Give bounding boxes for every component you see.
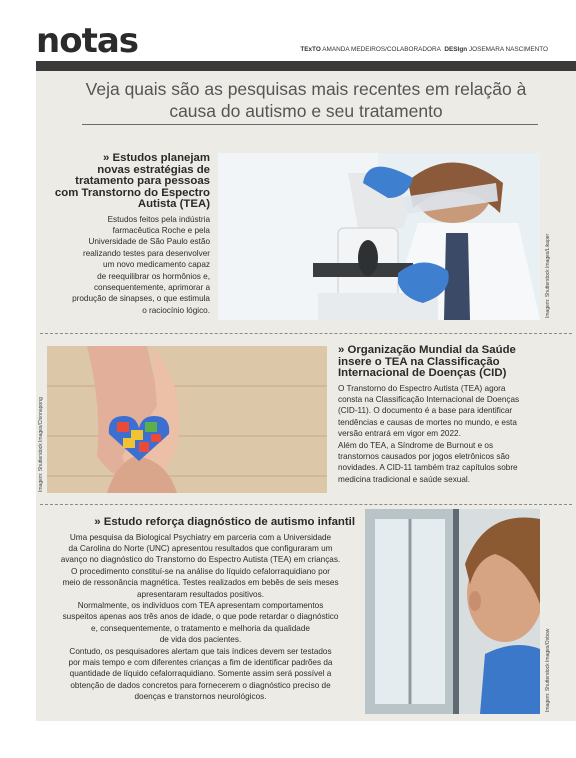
title-line: com Transtorno do Espectro — [54, 186, 210, 199]
text-credit-label: TExTO — [300, 46, 321, 53]
design-credit-author: JOSEMARA NASCIMENTO — [468, 46, 548, 53]
title-line: » Estudos planejam — [103, 152, 210, 164]
body-line: e, consequentemente, o tratamento e melhoria da qualidade — [91, 623, 310, 633]
body-line: quantidade de líquido cefalorraquidiano. Somente assim será possível a — [69, 669, 332, 679]
body-line: suspeitos apenas aos três anos de idade, o que pode retardar o diagnóstico — [62, 612, 339, 622]
body-line: (CID-11). O documento é a base para identificar — [338, 406, 513, 416]
body-line: farmacêutica Roche e pela — [112, 225, 210, 235]
body-line: O procedimento constituí-se na análise do líquido cefalorraquidiano por — [71, 566, 330, 576]
body-line: transtornos causados por jogos eletrônicos são — [338, 451, 510, 461]
article-who-icd — [338, 345, 566, 485]
body-line: O Transtorno do Espectro Autista (TEA) agora — [338, 383, 506, 393]
body-line: versão entrará em vigor em 2022. — [338, 429, 461, 439]
image-credit: Imagem: Shutterstock Images/Oxbow — [545, 628, 551, 712]
title-line: Internacional de Doenças (CID) — [338, 367, 507, 379]
design-credit-label: DESIgn — [444, 46, 468, 53]
body-line: de reequilibrar os hormônios e, — [97, 271, 210, 281]
hands-puzzle-heart-image — [47, 346, 327, 493]
article-research-strategies — [50, 153, 210, 316]
body-line: o raciocínio lógico. — [142, 305, 210, 315]
child-window-image — [365, 509, 540, 714]
title-line: novas estratégias de — [97, 163, 210, 176]
staff-credits — [300, 46, 548, 53]
body-line: Universidade de São Paulo estão — [88, 237, 210, 247]
body-line: Estudos feitos pela indústria — [107, 214, 210, 224]
title-line: Autista (TEA) — [137, 198, 210, 210]
body-line: avanço no diagnóstico do Transtorno do Espectro Autista (TEA) em crianças. — [60, 555, 341, 565]
body-line: novidades. A CID-11 também traz capítulos sobre — [338, 463, 518, 473]
title-line: » Organização Mundial da Saúde — [338, 344, 516, 356]
body-line: obtenção de dados concretos para fornecerem o diagnóstico preciso de — [70, 680, 331, 690]
body-line: produção de sinapses, o que estimula — [72, 294, 210, 304]
body-line: realizando testes para desenvolver — [83, 248, 210, 258]
title-line: insere o TEA na Classificação — [338, 355, 500, 368]
headline-line: Veja quais são as pesquisas mais recentes em relação à — [85, 79, 527, 99]
image-credit: Imagem: Shutterstock Images/Chinnapong — [38, 397, 44, 492]
body-line: Além do TEA, a Síndrome de Burnout e os — [338, 440, 494, 450]
header-bar — [36, 61, 576, 71]
headline-line: causa do autismo e seu tratamento — [169, 101, 443, 121]
article-title — [46, 517, 355, 529]
article-title — [338, 345, 566, 380]
body-line: um novo medicamento capaz — [103, 260, 210, 270]
body-line: da Carolina do Norte (UNC) apresentou resultados que configuraram um — [68, 543, 333, 553]
body-line: doenças e transtornos neurológicos. — [134, 692, 267, 702]
article-body — [338, 383, 566, 486]
page-headline — [36, 78, 576, 122]
body-line: tendências e causas de mortes no mundo, e esta — [338, 417, 517, 427]
article-body — [46, 532, 355, 703]
body-line: de vida dos pacientes. — [159, 635, 242, 645]
title-line: » Estudo reforça diagnóstico de autismo infantil — [94, 516, 355, 528]
article-title — [50, 153, 210, 211]
body-line: Normalmente, os indivíduos com TEA apresentam comportamentos — [77, 600, 324, 610]
body-line: medicina tradicional e saúde sexual. — [338, 474, 470, 484]
microscope-scientist-image — [218, 153, 540, 320]
body-line: apresentaram resultados positivos. — [137, 589, 264, 599]
section-logo: notas — [36, 21, 138, 61]
headline-rule — [82, 124, 538, 125]
body-line: por mais tempo e com diferentes crianças a fim de identificar padrões da — [68, 657, 333, 667]
section-separator — [40, 504, 572, 505]
body-line: Uma pesquisa da Biological Psychiatry em parceria com a Universidade — [69, 532, 332, 542]
body-line: consequentemente, aprimorar a — [93, 282, 210, 292]
article-diagnosis-study — [46, 517, 355, 703]
body-line: meio de ressonância magnética. Testes realizados em bebês de seis meses — [62, 578, 339, 588]
body-line: consta na Classificação Internacional de Doenças — [338, 394, 520, 404]
article-body — [50, 214, 210, 317]
text-credit-author: AMANDA MEDEIROS/COLABORADORA — [322, 46, 441, 53]
image-credit: Imagem: Shutterstock Images/Likaper — [545, 233, 551, 318]
section-separator — [40, 333, 572, 334]
body-line: Contudo, os pesquisadores alertam que tais índices devem ser testados — [69, 646, 332, 656]
title-line: tratamento para pessoas — [75, 175, 210, 187]
